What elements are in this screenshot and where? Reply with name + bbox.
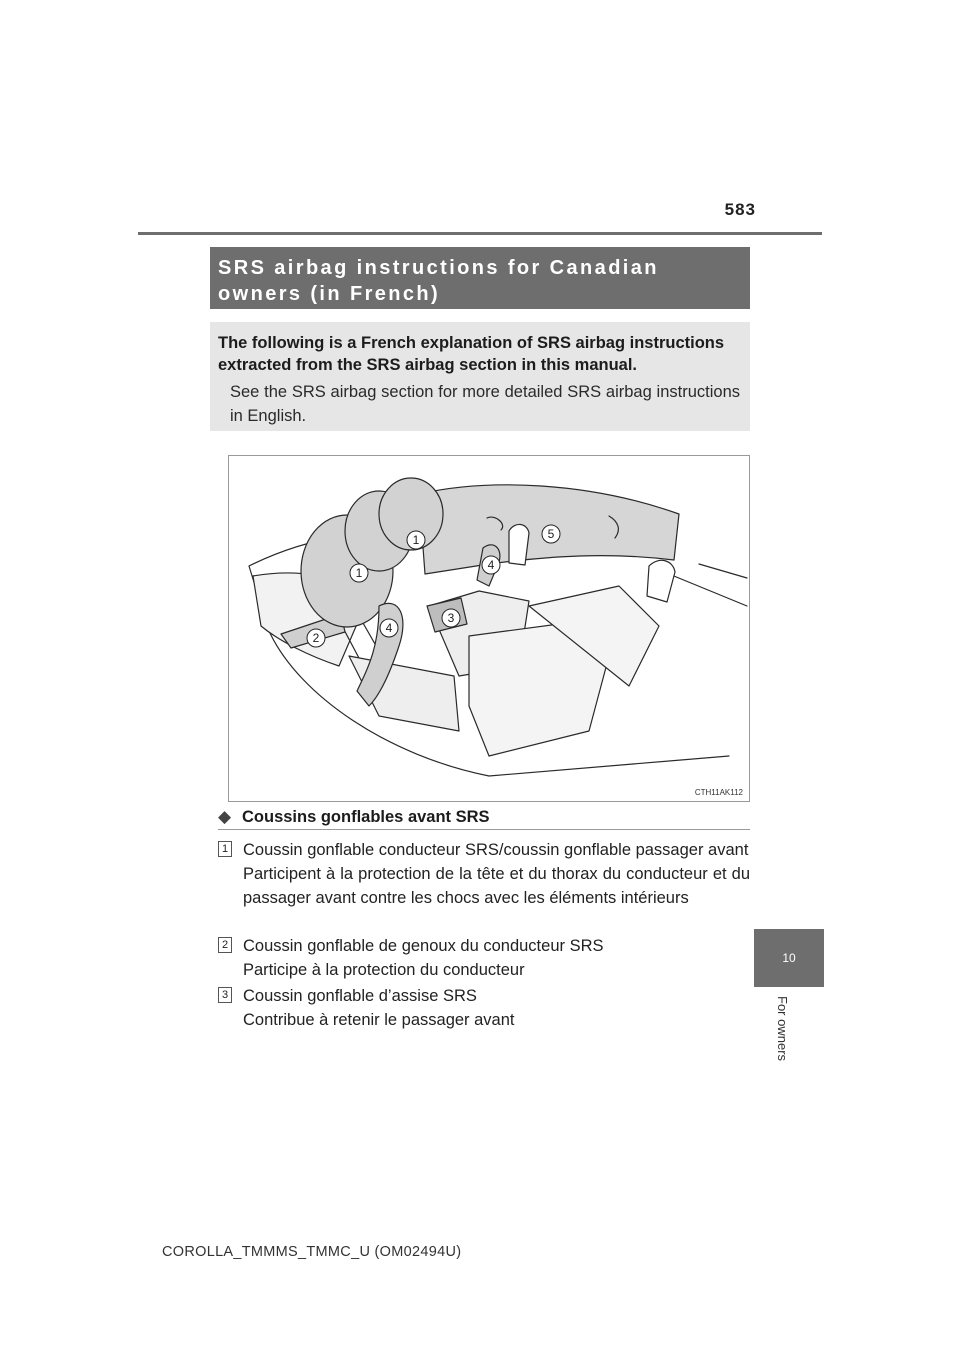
item-title: Coussin gonflable d’assise SRS: [243, 987, 477, 1005]
section-title-banner: [210, 247, 750, 309]
svg-text:4: 4: [487, 558, 495, 572]
callout-1-upper: [407, 531, 425, 549]
item-description: Contribue à retenir le passager avant: [243, 1011, 515, 1029]
page-title-line-2: owners (in French): [218, 283, 441, 305]
footer-doc-id: COROLLA_TMMMS_TMMC_U (OM02494U): [162, 1244, 462, 1260]
page-number: 583: [724, 200, 756, 219]
item-description: Participent à la protection de la tête et du thorax du conducteur et du passager avant contre les chocs avec les éléments intérieurs: [243, 865, 750, 907]
list-item: [218, 838, 750, 910]
airbag-illustration: [228, 455, 750, 802]
intro-lead-text: The following is a French explanation of SRS airbag instructions extracted from the SRS airbag section in this manual.: [218, 334, 725, 374]
list-item: [218, 984, 750, 1032]
callout-4-left: [380, 619, 398, 637]
page-title-line-1: SRS airbag instructions for Canadian: [218, 257, 659, 279]
svg-text:5: 5: [547, 527, 555, 541]
item-description: Participe à la protection du conducteur: [243, 961, 525, 979]
svg-text:1: 1: [355, 566, 363, 580]
front-headrest: [509, 524, 529, 565]
svg-text:1: 1: [412, 533, 420, 547]
subsection-title: Coussins gonflables avant SRS: [242, 808, 490, 826]
callout-4-right: [482, 556, 500, 574]
list-item: [218, 934, 750, 982]
subsection-heading: [218, 806, 750, 830]
item-number-badge: 1: [218, 841, 232, 857]
svg-text:3: 3: [447, 611, 455, 625]
rear-headrest: [647, 560, 675, 602]
chapter-label: For owners: [775, 996, 790, 1062]
callout-3: [442, 609, 460, 627]
figure-code: CTH11AK112: [694, 788, 743, 797]
callout-1-lower: [350, 564, 368, 582]
intro-note-text: See the SRS airbag section for more detailed SRS airbag instructions in English.: [230, 383, 740, 425]
item-number-badge: 2: [218, 937, 232, 953]
car-interior-drawing: [229, 456, 749, 801]
svg-text:4: 4: [385, 621, 393, 635]
callout-2: [307, 629, 325, 647]
item-title: Coussin gonflable conducteur SRS/coussin gonflable passager avant: [243, 841, 749, 859]
callout-5: [542, 525, 560, 543]
header-rule: [138, 232, 822, 235]
intro-box: [210, 322, 750, 431]
svg-text:2: 2: [312, 631, 320, 645]
chapter-tab[interactable]: 10: [754, 929, 824, 987]
item-number-badge: 3: [218, 987, 232, 1003]
item-title: Coussin gonflable de genoux du conducteur SRS: [243, 937, 604, 955]
diamond-bullet-icon: ◆: [218, 807, 232, 826]
